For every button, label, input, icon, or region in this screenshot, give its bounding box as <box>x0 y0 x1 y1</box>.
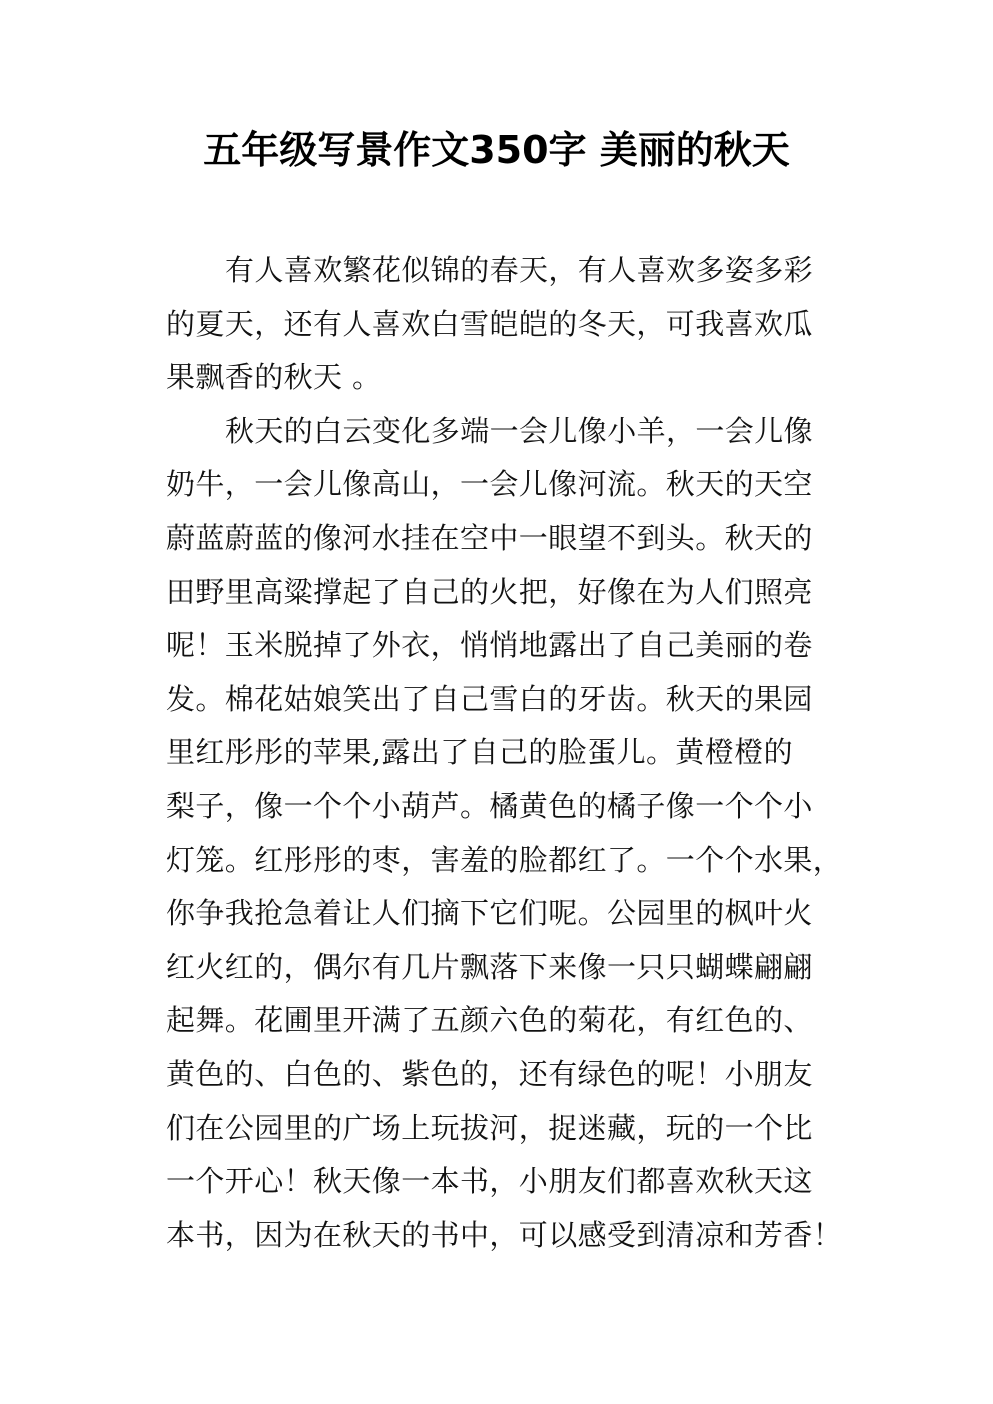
paragraph-line: 发。棉花姑娘笑出了自己雪白的牙齿。秋天的果园 <box>166 681 813 716</box>
paragraph-line: 果飘香的秋天 。 <box>166 360 382 395</box>
paragraph-line: 们在公园里的广场上玩拔河，捉迷藏，玩的一个比 <box>166 1110 813 1145</box>
paragraph-line: 你争我抢急着让人们摘下它们呢。公园里的枫叶火 <box>166 896 813 931</box>
paragraph-line: 田野里高粱撑起了自己的火把，好像在为人们照亮 <box>166 574 813 609</box>
paragraph-line: 的夏天，还有人喜欢白雪皑皑的冬天，可我喜欢瓜 <box>166 306 813 341</box>
paragraph-line: 起舞。花圃里开满了五颜六色的菊花，有红色的、 <box>166 1003 813 1038</box>
paragraph-line: 本书，因为在秋天的书中，可以感受到清凉和芳香！ <box>166 1217 843 1252</box>
paragraph-line: 有人喜欢繁花似锦的春天，有人喜欢多姿多彩 <box>225 253 814 287</box>
paragraph-line: 呢！玉米脱掉了外衣，悄悄地露出了自己美丽的卷 <box>166 628 813 663</box>
paragraph-1 <box>166 244 846 405</box>
paragraph-line: 秋天的白云变化多端一会儿像小羊，一会儿像 <box>225 413 814 448</box>
paragraph-line: 蔚蓝蔚蓝的像河水挂在空中一眼望不到头。秋天的 <box>166 520 813 555</box>
paragraph-line: 里红彤彤的苹果,露出了自己的脸蛋儿。黄橙橙的 <box>166 735 794 770</box>
paragraph-line: 红火红的，偶尔有几片飘落下来像一只只蝴蝶翩翩 <box>166 949 813 984</box>
document-title: 五年级写景作文350字 美丽的秋天 <box>203 128 790 172</box>
paragraph-line: 灯笼。红彤彤的枣，害羞的脸都红了。一个个水果， <box>166 842 843 877</box>
paragraph-2 <box>166 405 846 1263</box>
paragraph-line: 黄色的、白色的、紫色的，还有绿色的呢！小朋友 <box>166 1056 813 1091</box>
paragraph-line: 一个开心！秋天像一本书，小朋友们都喜欢秋天这 <box>166 1164 813 1199</box>
paragraph-line: 梨子，像一个个小葫芦。橘黄色的橘子像一个个小 <box>166 788 813 823</box>
paragraph-line: 奶牛，一会儿像高山，一会儿像河流。秋天的天空 <box>166 467 813 502</box>
document-body <box>166 244 846 1262</box>
